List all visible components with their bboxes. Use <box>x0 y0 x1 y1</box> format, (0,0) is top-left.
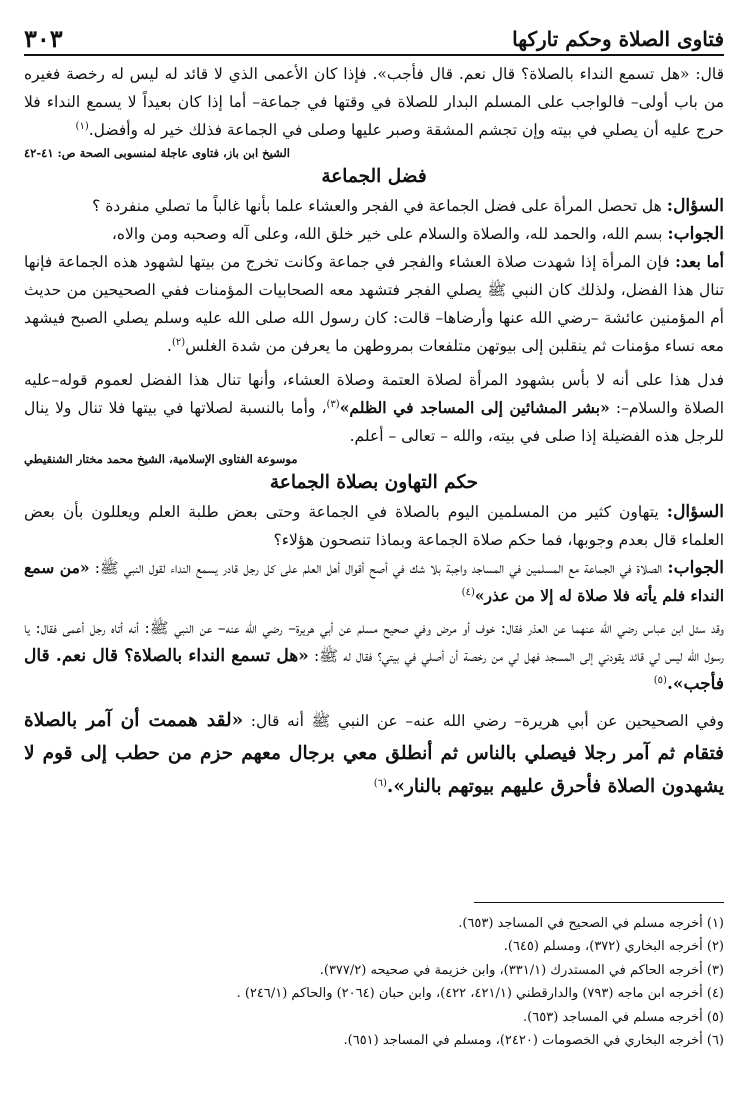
footnote-3: (٣) أخرجه الحاكم في المستدرك (٣٣١/١)، وابن خزيمة في صحيحه (٣٧٧/٢). <box>319 962 724 978</box>
footnote-2: (٢) أخرجه البخاري (٣٧٢)، ومسلم (٦٤٥). <box>503 939 724 955</box>
question-text: هل تحصل المرأة على فضل الجماعة في الفجر والعشاء علما بأنها غالباً ما تصلي منفردة ؟ <box>92 197 662 215</box>
page-body <box>24 60 724 803</box>
question <box>24 498 724 554</box>
answer-final-text: وفي الصحيحين عن أبي هريرة– رضي الله عنه– عن النبي ﷺ أنه قال: <box>243 712 724 730</box>
footnote-marker: (٥) <box>653 674 667 686</box>
question-label: السؤال: <box>666 502 724 522</box>
answer-conclusion <box>24 366 724 450</box>
hadith-quote: «هل تسمع النداء بالصلاة؟ قال نعم. قال فأجب». <box>24 646 724 694</box>
footnote-6: (٦) أخرجه البخاري في الخصومات (٢٤٢٠)، ومسلم في المساجد (٦٥١). <box>343 1033 724 1049</box>
question <box>24 192 724 220</box>
footnote-marker: (٤) <box>461 586 475 598</box>
page-header <box>24 20 724 56</box>
answer-text: الصلاة في الجماعة مع المسلمين في المساجد واجبة بلا شك في أصح أقوال أهل العلم على كل رجل قادر يسمع النداء لقول النبي ﷺ: <box>89 559 663 577</box>
source-citation: الشيخ ابن باز، فتاوى عاجلة لمنسوبى الصحة ص: ٤١-٤٢ <box>24 146 290 160</box>
answer-final <box>24 704 724 803</box>
footnote-4: (٤) أخرجه ابن ماجه (٧٩٣) والدارقطني (٤٢١/١، ٤٢٢)، وابن حبان (٢٠٦٤) والحاكم (٢٤٦/١) . <box>236 986 724 1002</box>
answer <box>24 220 724 248</box>
continued-paragraph <box>24 60 724 144</box>
answer-text: بسم الله، والحمد لله، والصلاة والسلام على خير خلق الله، وعلى آله وصحبه ومن والاه، <box>111 225 663 243</box>
answer-continued <box>24 614 724 698</box>
footnote-marker: (٢) <box>171 336 186 348</box>
answer-continued-text: وقد سئل ابن عباس رضي الله عنهما عن العذر فقال: خوف أو مرض وفي صحيح مسلم عن أبي هريرة– رضي الله عنه– عن النبي ﷺ: أنه أتاه رجل أعمى فقال: يا رسول الله ليس لي قائد يقودني إلى المسجد فهل لي من رخصة أن أصلي في بيتي؟ فقال له ﷺ: <box>24 619 725 665</box>
hadith-quote: «بشر المشائين إلى المساجد في الظلم» <box>339 398 610 417</box>
paragraph-text: قال: «هل تسمع النداء بالصلاة؟ قال نعم. قال فأجب». فإذا كان الأعمى الذي لا قائد له ليس له رخصة فغيره من باب أولى– فالواجب على المسلم البدار للصلاة في وقتها في جماعة– أما إذا كان بعيداً لا يسمع النداء فلا حرج عليه أن يصلي في بيته وإن تجشم المشقة وصبر عليها وصلى في الجماعة فذلك خير له وأفضل. <box>24 65 724 139</box>
footnote-1: (١) أخرجه مسلم في الصحيح في المساجد (٦٥٣). <box>458 916 724 931</box>
answer-body-text: فإن المرأة إذا شهدت صلاة العشاء والفجر في جماعة وكانت تخرج من بيتها لشهود هذه الجماعة فإنها تنال هذا الفضل، ولذلك كان النبي ﷺ يصلي الفجر فتشهد معه الصحابيات المؤمنات ففي الصحيحين من حديث أم المؤمنين عائشة –رضي الله عنها وأرضاها– قالت: كان رسول الله صلى الله عليه وسلم يصلي الصبح فيشهد معه نساء مؤمنات ثم ينقلبن إلى بيوتهن متلفعات بمروطهن ما يعرفن من شدة الغلس <box>24 253 724 355</box>
question-label: السؤال: <box>666 196 724 216</box>
footnote-marker: (١) <box>75 120 89 132</box>
footnote-marker: (٣) <box>326 398 340 410</box>
answer-body: أما بعد: فإن المرأة إذا شهدت صلاة العشاء والفجر في جماعة وكانت تخرج من بيتها لشهود هذه الجماعة فإنها تنال هذا الفضل، ولذلك كان النبي ﷺ يصلي الفجر فتشهد معه الصحابيات المؤمنات ففي الصحيحين من حديث أم المؤمنين عائشة –رضي الله عنها وأرضاها– قالت: كان رسول الله صلى الله عليه وسلم يصلي الصبح فيشهد معه نساء مؤمنات ثم ينقلبن إلى بيوتهن متلفعات بمروطهن ما يعرفن من شدة الغلس$^{(٢)}$. <box>24 252 724 355</box>
conclusion-text-end: ، وأما بالنسبة لصلاتها في بيتها فلا تنال ولا ينال للرجل هذه الفضيلة إذا صلى في بيته، والله – تعالى – أعلم. <box>24 399 724 445</box>
footnote-5: (٥) أخرجه مسلم في المساجد (٦٥٣). <box>523 1009 724 1025</box>
page-number: ٣٠٣ <box>24 24 63 53</box>
amma-label: أما بعد: <box>675 252 724 271</box>
footnote-marker: (٦) <box>373 777 387 789</box>
hadith-quote: «لقد هممت أن آمر بالصلاة فتقام ثم آمر رجلا فيصلي بالناس ثم أنطلق معي برجال معهم حزم من حطب إلى قوم لا يشهدون الصلاة فأحرق عليهم بيوتهم بالنار». <box>24 710 724 797</box>
hadith-quote: «من سمع النداء فلم يأته فلا صلاة له إلا من عذر» <box>24 558 724 605</box>
answer-label: الجواب: <box>667 224 724 244</box>
section-title-virtue-of-congregation: فضل الجماعة <box>321 166 427 187</box>
source-citation: موسوعة الفتاوى الإسلامية، الشيخ محمد مختار الشنقيطي <box>24 452 298 466</box>
footnote-separator <box>474 902 724 903</box>
running-title: فتاوى الصلاة وحكم تاركها <box>512 27 724 51</box>
question-text: يتهاون كثير من المسلمين اليوم بالصلاة في الجماعة وحتى بعض طلبة العلم ويعللون بأن بعض العلماء قال بعدم وجوبها، فما حكم صلاة الجماعة وبماذا تنصحون هؤلاء؟ <box>24 503 724 549</box>
answer <box>24 554 724 610</box>
footnotes <box>24 912 724 1052</box>
conclusion-text: فدل هذا على أنه لا بأس بشهود المرأة لصلاة العتمة وصلاة العشاء، وأنها تنال هذا الفضل لعموم قوله–عليه الصلاة والسلام–: <box>24 371 724 417</box>
answer-label: الجواب: <box>667 558 724 578</box>
section-title-neglecting-congregation: حكم التهاون بصلاة الجماعة <box>269 472 479 493</box>
